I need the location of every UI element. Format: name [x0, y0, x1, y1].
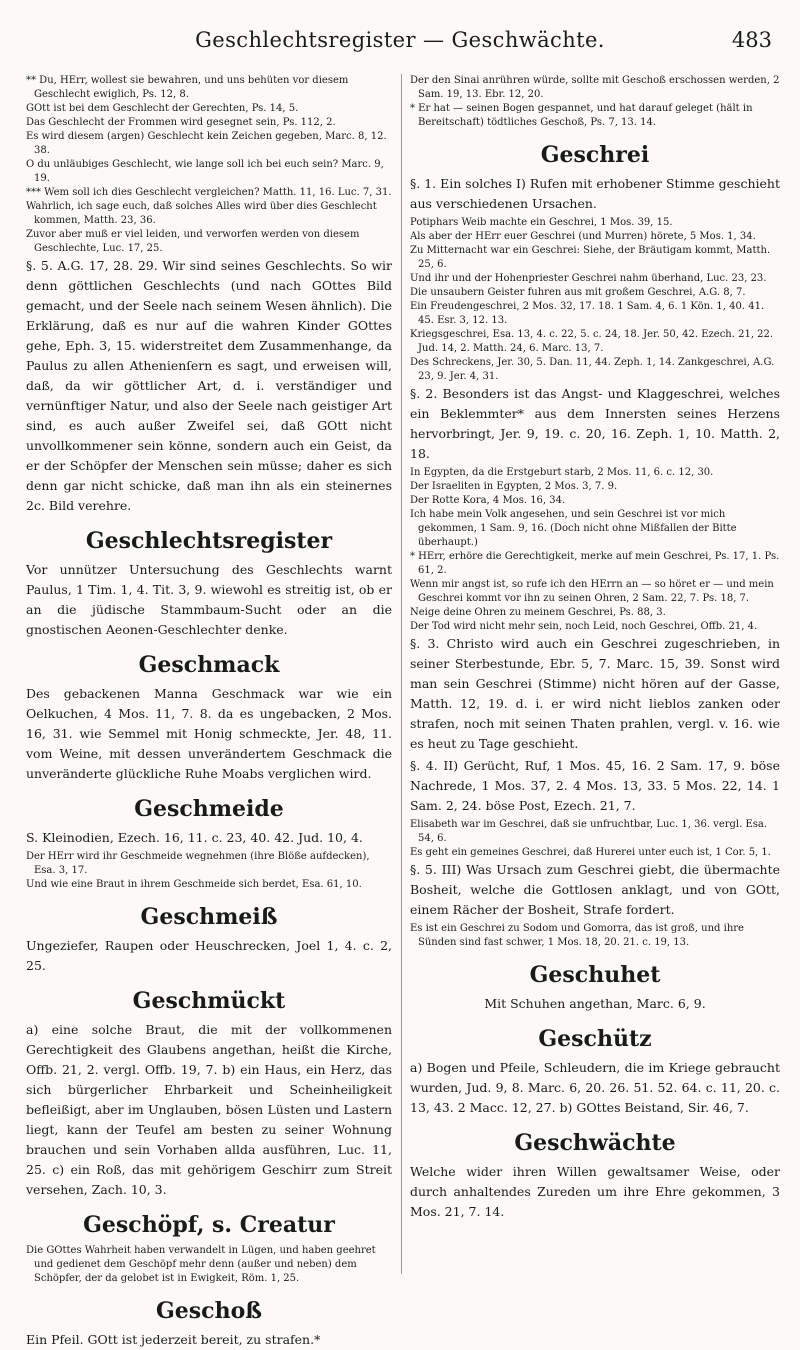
paragraph: S. Kleinodien, Ezech. 16, 11. c. 23, 40. 42. Jud. 10, 4.	[26, 830, 363, 845]
footnote: Das Geschlecht der Frommen wird gesegnet sein, Ps. 112, 2.	[26, 117, 336, 128]
footnote: Der den Sinai anrühren würde, sollte mit Geschoß erschossen werden, 2 Sam. 19, 13. Ebr. 12, 20.	[410, 75, 780, 100]
paragraph: Ein Pfeil. GOtt ist jederzeit bereit, zu strafen.*	[26, 1332, 321, 1347]
footnote: ** Du, HErr, wollest sie bewahren, und uns behüten vor diesem Geschlecht ewiglich, Ps. 12, 8.	[26, 75, 349, 100]
footnote: Elisabeth war im Geschrei, daß sie unfruchtbar, Luc. 1, 36. vergl. Esa. 54, 6.	[410, 819, 768, 844]
footnote: Zu Mitternacht war ein Geschrei: Siehe, der Bräutigam kommt, Matth. 25, 6.	[410, 245, 771, 270]
section-heading: Geschmückt	[132, 988, 286, 1014]
footnote: Der Israeliten in Egypten, 2 Mos. 3, 7. 9.	[410, 481, 618, 492]
footnote: Es wird diesem (argen) Geschlecht kein Zeichen gegeben, Marc. 8, 12. 38.	[26, 131, 387, 156]
footnote: * HErr, erhöre die Gerechtigkeit, merke auf mein Geschrei, Ps. 17, 1. Ps. 61, 2.	[410, 551, 780, 576]
section-heading: Geschmeiß	[140, 904, 278, 930]
paragraph: §. 3. Christo wird auch ein Geschrei zugeschrieben, in seiner Sterbestunde, Ebr. 5, 7. Marc. 15, 39. Sonst wird man sein Geschrei (Stimme) nicht hören auf der Gasse, Matth. 12, 19. d. i. er wird nicht lieblos zanken oder strafen, noch mit seinen Thaten prahlen, vergl. v. 16. wie es heut zu Tage geschieht.	[410, 636, 780, 751]
section-heading: Geschuhet	[529, 962, 661, 988]
footnote: GOtt ist bei dem Geschlecht der Gerechten, Ps. 14, 5.	[26, 103, 299, 114]
footnote: Zuvor aber muß er viel leiden, und verworfen werden von diesem Geschlechte, Luc. 17, 25.	[26, 229, 360, 254]
page-header	[0, 28, 800, 60]
paragraph: §. 5. A.G. 17, 28. 29. Wir sind seines Geschlechts. So wir denn göttlichen Geschlechts (und nach GOttes Bild gemacht, und der Seele nach seinem Wesen ähnlich). Die Erklärung, daß es nur auf die wahren Kinder GOttes gehe, Eph. 3, 15. widerstreitet dem Zusammenhange, da Paulus zu allen Athenienſern es sagt, und erweisen will, daß, da wir göttlicher Art, d. i. verständiger und vernünftiger Natur, und also der Seele nach geistiger Art sind, es auch außer Zweifel sei, daß GOtt nicht unvollkommener sein könne, sondern auch ein Geist, da er der Schöpfer der Menschen sein müsse; daher es sich denn gar nicht schicke, daß man ihn als ein steinernes 2c. Bild verehre.	[26, 258, 392, 513]
footnote: Es geht ein gemeines Geschrei, daß Hurerei unter euch ist, 1 Cor. 5, 1.	[410, 847, 771, 858]
footnote: Die GOttes Wahrheit haben verwandelt in Lügen, und haben geehret und gedienet dem Geschöpf mehr denn (außer und neben) dem Schöpfer, der da gelobet ist in Ewigkeit, Röm. 1, 25.	[26, 1245, 376, 1284]
section-heading: Geschöpf, s. Creatur	[83, 1212, 335, 1238]
footnote: Ein Freudengeschrei, 2 Mos. 32, 17. 18. 1 Sam. 4, 6. 1 Kön. 1, 40. 41. 45. Esr. 3, 12. 13.	[410, 301, 765, 326]
footnote: Ich habe mein Volk angesehen, und sein Geschrei ist vor mich gekommen, 1 Sam. 9, 16. (Doch nicht ohne Mißfallen der Bitte überhaupt.)	[410, 509, 737, 548]
section-heading: Geschlechtsregister	[85, 528, 333, 554]
footnote: *** Wem soll ich dies Geschlecht vergleichen? Matth. 11, 16. Luc. 7, 31.	[26, 187, 392, 198]
paragraph: a) Bogen und Pfeile, Schleudern, die im Kriege gebraucht wurden, Jud. 9, 8. Marc. 6, 20. 26. 51. 52. 64. c. 11, 20. c. 13, 43. 2 Macc. 12, 27. b) GOttes Beistand, Sir. 46, 7.	[410, 1060, 780, 1115]
footnote: O du unläubiges Geschlecht, wie lange soll ich bei euch sein? Marc. 9, 19.	[26, 159, 384, 184]
section-heading: Geschmeide	[134, 796, 284, 822]
footnote: Die unsaubern Geister fuhren aus mit großem Geschrei, A.G. 8, 7.	[410, 287, 746, 298]
footnote: Der HErr wird ihr Geschmeide wegnehmen (ihre Blöße aufdecken), Esa. 3, 17.	[26, 851, 370, 876]
running-title: Geschlechtsregister — Geschwächte.	[195, 28, 605, 52]
page-number: 483	[731, 28, 772, 52]
paragraph: Welche wider ihren Willen gewaltsamer Weise, oder durch anhaltendes Zureden um ihre Ehre gekommen, 3 Mos. 21, 7. 14.	[410, 1164, 780, 1219]
paragraph: Vor unnützer Untersuchung des Geschlechts warnt Paulus, 1 Tim. 1, 4. Tit. 3, 9. wiewohl es streitig ist, ob er an die jüdische Stammbaum-Sucht oder an die gnostischen Aeonen-Geschlechter denke.	[26, 562, 392, 637]
paragraph: Ungeziefer, Raupen oder Heuschrecken, Joel 1, 4. c. 2, 25.	[26, 938, 392, 973]
footnote: Es ist ein Geschrei zu Sodom und Gomorra, das ist groß, und ihre Sünden sind fast schwer, 1 Mos. 18, 20. 21. c. 19, 13.	[410, 923, 744, 948]
footnote: Und ihr und der Hohenpriester Geschrei nahm überhand, Luc. 23, 23.	[410, 273, 767, 284]
footnote: Der Rotte Kora, 4 Mos. 16, 34.	[410, 495, 566, 506]
section-heading: Geschoß	[156, 1298, 262, 1324]
footnote: In Egypten, da die Erstgeburt starb, 2 Mos. 11, 6. c. 12, 30.	[410, 467, 714, 478]
column-divider	[401, 74, 402, 1274]
footnote: Wahrlich, ich sage euch, daß solches Alles wird über dies Geschlecht kommen, Matth. 23, 36.	[26, 201, 377, 226]
footnote: Des Schreckens, Jer. 30, 5. Dan. 11, 44. Zeph. 1, 14. Zankgeschrei, A.G. 23, 9. Jer. 4, 31.	[410, 357, 775, 382]
left-column	[26, 74, 392, 1347]
paragraph: a) eine solche Braut, die mit der vollkommenen Gerechtigkeit des Glaubens angethan, heißt die Kirche, Offb. 21, 2. vergl. Offb. 19, 7. b) ein Haus, ein Herz, das sich bürgerlicher Ehrbarkeit und Scheinheiligkeit befleißigt, aber im Unglauben, bösen Lüsten und Lastern liegt, kann der Teufel am besten zu seiner Wohnung brauchen und sein Vorhaben allda ausführen, Luc. 11, 25. c) ein Roß, das mit gehörigem Geschirr zum Streit versehen, Zach. 10, 3.	[26, 1022, 392, 1197]
paragraph: Mit Schuhen angethan, Marc. 6, 9.	[484, 996, 706, 1011]
footnote: Als aber der HErr euer Geschrei (und Murren) hörete, 5 Mos. 1, 34.	[410, 231, 756, 242]
paragraph: §. 5. III) Was Ursach zum Geschrei giebt, die übermachte Bosheit, welche die Gottlosen anklagt, und von GOtt, einem Rächer der Bosheit, Strafe fordert.	[410, 862, 780, 917]
footnote: Der Tod wird nicht mehr sein, noch Leid, noch Geschrei, Offb. 21, 4.	[410, 621, 758, 632]
footnote: * Er hat — seinen Bogen gespannet, und hat darauf geleget (hält in Bereitschaft) tödtliches Geschoß, Ps. 7, 13. 14.	[410, 103, 753, 128]
section-heading: Geschwächte	[514, 1130, 676, 1156]
footnote: Kriegsgeschrei, Esa. 13, 4. c. 22, 5. c. 24, 18. Jer. 50, 42. Ezech. 21, 22. Jud. 14, 2. Matth. 24, 6. Marc. 13, 7.	[410, 329, 774, 354]
footnote: Und wie eine Braut in ihrem Geschmeide sich berdet, Esa. 61, 10.	[26, 879, 362, 890]
paragraph: Des gebackenen Manna Geschmack war wie ein Oelkuchen, 4 Mos. 11, 7. 8. da es ungebacken, 2 Mos. 16, 31. wie Semmel mit Honig schmeckte, Jer. 48, 11. vom Weine, mit dessen unverändertem Geschmack die unveränderte glückliche Ruhe Moabs verglichen wird.	[26, 686, 392, 781]
paragraph: §. 2. Besonders ist das Angst- und Klaggeschrei, welches ein Beklemmter* aus dem Innersten seines Herzens hervorbringt, Jer. 9, 19. c. 20, 16. Zeph. 1, 10. Matth. 2, 18.	[410, 386, 780, 461]
section-heading: Geschütz	[538, 1026, 652, 1052]
section-heading: Geschrei	[540, 142, 650, 168]
footnote: Potiphars Weib machte ein Geschrei, 1 Mos. 39, 15.	[410, 217, 673, 228]
right-column	[410, 74, 780, 1284]
paragraph: §. 4. II) Gerücht, Ruf, 1 Mos. 45, 16. 2 Sam. 17, 9. böse Nachrede, 1 Mos. 37, 2. 4 Mos. 13, 33. 5 Mos. 22, 14. 1 Sam. 2, 24. böse Post, Ezech. 21, 7.	[410, 758, 780, 813]
section-heading: Geschmack	[138, 652, 280, 678]
paragraph: §. 1. Ein solches I) Rufen mit erhobener Stimme geschieht aus verschiedenen Ursachen.	[410, 176, 780, 211]
footnote: Wenn mir angst ist, so rufe ich den HErrn an — so höret er — und mein Geschrei kommt vor ihn zu seinen Ohren, 2 Sam. 22, 7. Ps. 18, 7.	[410, 579, 774, 604]
footnote: Neige deine Ohren zu meinem Geschrei, Ps. 88, 3.	[410, 607, 666, 618]
